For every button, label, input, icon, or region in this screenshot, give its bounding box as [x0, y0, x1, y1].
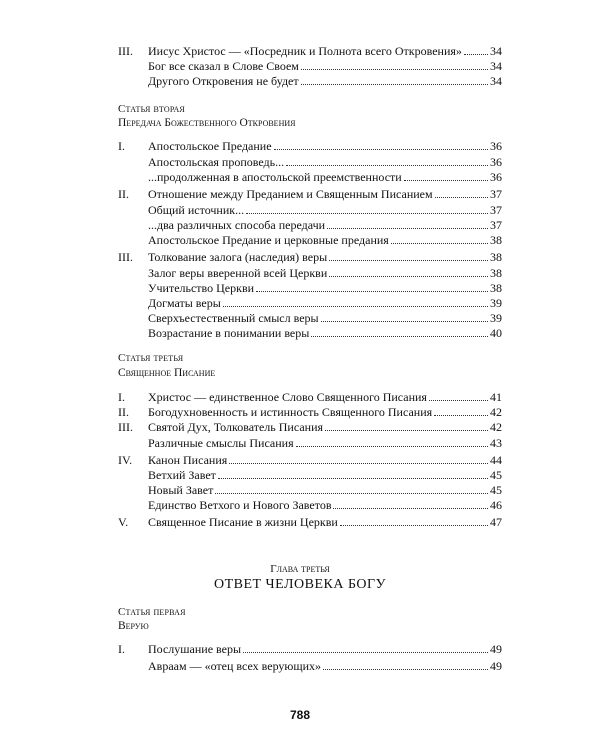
- toc-page-ref: 42: [490, 405, 502, 419]
- toc-number: IV.: [118, 453, 133, 467]
- toc-number: III.: [118, 44, 133, 58]
- toc-text: Апостольская проповедь...: [148, 155, 285, 169]
- article-label: Статья вторая: [118, 103, 185, 115]
- article-title: Верую: [118, 620, 149, 632]
- dot-leader: [301, 84, 488, 85]
- toc-row: [148, 218, 502, 233]
- toc-row: [118, 453, 502, 468]
- toc-page-ref: 44: [490, 453, 502, 467]
- toc-number: II.: [118, 405, 129, 419]
- page-number: 788: [289, 708, 311, 722]
- dot-leader: [329, 260, 488, 261]
- toc-page-ref: 37: [490, 187, 502, 201]
- toc-row: [148, 468, 502, 483]
- dot-leader: [311, 336, 488, 337]
- toc-page-ref: 34: [490, 59, 502, 73]
- article-title: Священное Писание: [118, 367, 216, 379]
- dot-leader: [243, 652, 488, 653]
- toc-page-ref: 41: [490, 390, 502, 404]
- dot-leader: [223, 306, 488, 307]
- dot-leader: [391, 243, 488, 244]
- toc-row: [148, 233, 502, 248]
- dot-leader: [404, 180, 488, 181]
- toc-row: [118, 405, 502, 420]
- toc-page-ref: 34: [490, 44, 502, 58]
- toc-page-ref: 38: [490, 266, 502, 280]
- article-label: Статья третья: [118, 352, 184, 364]
- toc-row: [118, 642, 502, 657]
- toc-row: [118, 187, 502, 202]
- toc-text: Общий источник...: [148, 203, 245, 217]
- toc-page-ref: 42: [490, 420, 502, 434]
- toc-text: Толкование залога (наследия) веры: [148, 250, 328, 264]
- toc-row: [148, 483, 502, 498]
- toc-text: ...два различных способа передачи: [148, 218, 326, 232]
- toc-text: Возрастание в понимании веры: [148, 326, 310, 340]
- toc-number: III.: [118, 420, 133, 434]
- dot-leader: [218, 478, 488, 479]
- toc-page-ref: 36: [490, 139, 502, 153]
- dot-leader: [246, 213, 488, 214]
- toc-row: [148, 311, 502, 326]
- toc-row: [148, 281, 502, 296]
- toc-text: Отношение между Преданием и Священным Писанием: [148, 187, 433, 201]
- toc-text: Христос — единственное Слово Священного Писания: [148, 390, 427, 404]
- toc-page-ref: 46: [490, 498, 502, 512]
- toc-page-ref: 36: [490, 155, 502, 169]
- toc-row: [148, 155, 502, 170]
- article-title: Передача Божественного Откровения: [118, 117, 296, 129]
- toc-text: Священное Писание в жизни Церкви: [148, 515, 338, 529]
- dot-leader: [329, 276, 488, 277]
- dot-leader: [325, 430, 488, 431]
- toc-text: ...продолженная в апостольской преемственности: [148, 170, 402, 184]
- toc-page-ref: 47: [490, 515, 502, 529]
- toc-number: V.: [118, 515, 129, 529]
- toc-page-ref: 40: [490, 326, 502, 340]
- toc-text: Единство Ветхого и Нового Заветов: [148, 498, 332, 512]
- toc-row: [148, 659, 502, 674]
- toc-text: Богодухновенность и истинность Священного Писания: [148, 405, 433, 419]
- chapter-title: ОТВЕТ ЧЕЛОВЕКА БОГУ: [213, 577, 387, 592]
- toc-page-ref: 38: [490, 233, 502, 247]
- toc-text: Канон Писания: [148, 453, 228, 467]
- toc-page-ref: 36: [490, 170, 502, 184]
- toc-row: [148, 59, 502, 74]
- toc-number: I.: [118, 390, 125, 404]
- dot-leader: [274, 149, 488, 150]
- dot-leader: [301, 69, 488, 70]
- dot-leader: [340, 525, 488, 526]
- toc-row: [118, 420, 502, 435]
- dot-leader: [296, 446, 488, 447]
- toc-number: III.: [118, 250, 133, 264]
- toc-page-ref: 43: [490, 436, 502, 450]
- toc-text: Различные смыслы Писания: [148, 436, 294, 450]
- dot-leader: [429, 400, 488, 401]
- toc-page-ref: 38: [490, 250, 502, 264]
- toc-page-ref: 49: [490, 659, 502, 673]
- toc-page-ref: 45: [490, 468, 502, 482]
- dot-leader: [435, 197, 488, 198]
- dot-leader: [229, 463, 488, 464]
- toc-row: [118, 390, 502, 405]
- toc-number: I.: [118, 139, 125, 153]
- dot-leader: [323, 669, 488, 670]
- toc-row: [148, 266, 502, 281]
- toc-row: [118, 44, 502, 59]
- toc-page-ref: 38: [490, 281, 502, 295]
- toc-page-ref: 49: [490, 642, 502, 656]
- toc-text: Святой Дух, Толкователь Писания: [148, 420, 324, 434]
- toc-text: Бог все сказал в Слове Своем: [148, 59, 299, 73]
- dot-leader: [321, 321, 488, 322]
- toc-number: I.: [118, 642, 125, 656]
- toc-page-ref: 39: [490, 311, 502, 325]
- toc-page-ref: 39: [490, 296, 502, 310]
- toc-row: [148, 203, 502, 218]
- toc-text: Другого Откровения не будет: [148, 74, 299, 88]
- toc-text: Иисус Христос — «Посредник и Полнота всего Откровения»: [148, 44, 462, 58]
- dot-leader: [286, 165, 488, 166]
- toc-text: Апостольское Предание: [148, 139, 272, 153]
- toc-page-ref: 45: [490, 483, 502, 497]
- toc-text: Залог веры вверенной всей Церкви: [148, 266, 328, 280]
- toc-text: Ветхий Завет: [148, 468, 216, 482]
- chapter-label: Глава третья: [270, 563, 330, 575]
- dot-leader: [215, 493, 488, 494]
- toc-text: Авраам — «отец всех верующих»: [148, 659, 322, 673]
- toc-text: Догматы веры: [148, 296, 221, 310]
- toc-row: [148, 74, 502, 89]
- toc-page-ref: 37: [490, 218, 502, 232]
- toc-row: [148, 498, 502, 513]
- dot-leader: [464, 54, 488, 55]
- toc-row: [118, 515, 502, 530]
- toc-text: Новый Завет: [148, 483, 214, 497]
- toc-text: Сверхъестественный смысл веры: [148, 311, 319, 325]
- toc-row: [148, 436, 502, 451]
- toc-row: [148, 326, 502, 341]
- toc-text: Апостольское Предание и церковные предания: [148, 233, 389, 247]
- toc-page-ref: 34: [490, 74, 502, 88]
- dot-leader: [327, 228, 488, 229]
- toc-row: [118, 250, 502, 265]
- toc-page-ref: 37: [490, 203, 502, 217]
- article-label: Статья первая: [118, 606, 186, 618]
- dot-leader: [333, 508, 488, 509]
- toc-number: II.: [118, 187, 129, 201]
- toc-text: Учительство Церкви: [148, 281, 255, 295]
- dot-leader: [256, 291, 488, 292]
- toc-row: [148, 296, 502, 311]
- toc-text: Послушание веры: [148, 642, 241, 656]
- dot-leader: [434, 415, 488, 416]
- toc-row: [118, 139, 502, 154]
- toc-row: [148, 170, 502, 185]
